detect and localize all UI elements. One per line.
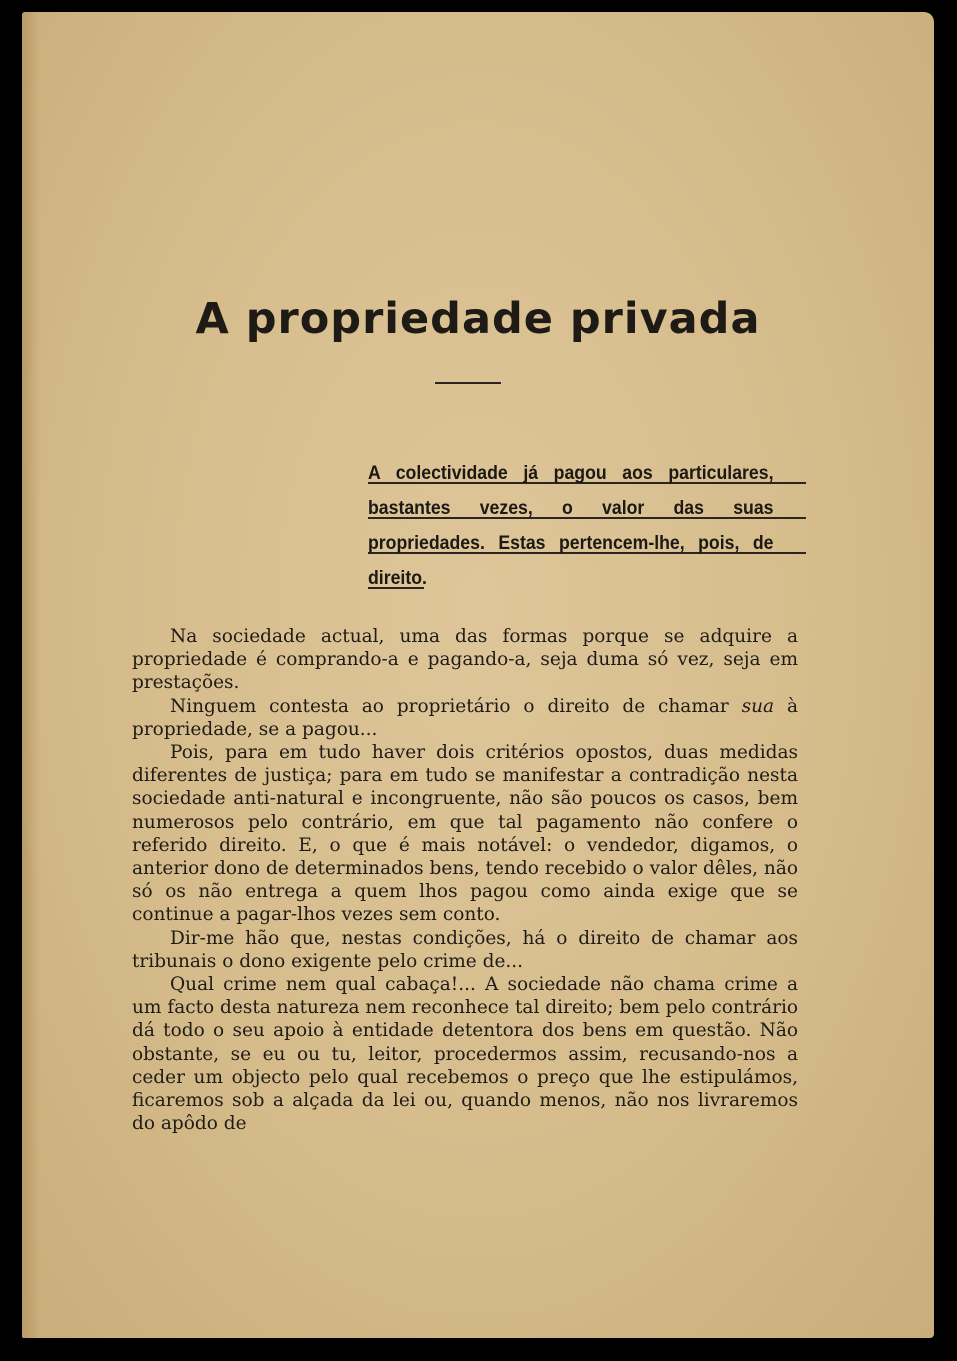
chapter-title: A propriedade privada [195, 294, 761, 344]
epigraph: A colectividade já pagou aos particulares, bastantes vezes, o valor das suas propriedades. Estas pertencem-lhe, pois, de direito. [368, 463, 774, 589]
paragraph-text: à propriedade, se a pagou... [132, 695, 798, 740]
book-page [22, 12, 934, 1338]
paragraph [132, 695, 798, 741]
body-text [132, 625, 798, 1135]
paragraph: Na sociedade actual, uma das formas porque se adquire a propriedade é comprando-a e pagando-a, seja duma só vez, seja em prestações. [132, 626, 798, 694]
emphasized-word: sua [741, 695, 775, 717]
paragraph: Qual crime nem qual cabaça!... A sociedade não chama crime a um facto desta natureza nem reconhece tal direito; bem pelo contrário dá todo o seu apoio à entidade detentora dos bens em questão. Não obstante, se eu ou tu, leitor, procedermos assim, recusando-nos a ceder um objecto pelo qual recebemos o preço que lhe estipulámos, ficaremos sob a alçada da lei ou, quando menos, não nos livraremos do apôdo de [132, 974, 798, 1135]
paragraph: Dir-me hão que, nestas condições, há o direito de chamar aos tribunais o dono exigente pelo crime de... [132, 927, 798, 972]
page-binding-edge [22, 12, 40, 1338]
paragraph-text: Ninguem contesta ao proprietário o direito de chamar [170, 695, 742, 717]
paragraph: Pois, para em tudo haver dois critérios opostos, duas medidas diferentes de justiça; para em tudo se manifestar a contradição nesta sociedade anti-natural e incongruente, não são poucos os casos, bem numerosos pelo contrário, em que tal pagamento não confere o referido direito. E, o que é mais notável: o vendedor, digamos, o anterior dono de determinados bens, tendo recebido o valor dêles, não só os não entrega a quem lhos pagou como ainda exige que se continue a pagar-lhos vezes sem conto. [132, 742, 798, 926]
title-divider [435, 382, 501, 384]
